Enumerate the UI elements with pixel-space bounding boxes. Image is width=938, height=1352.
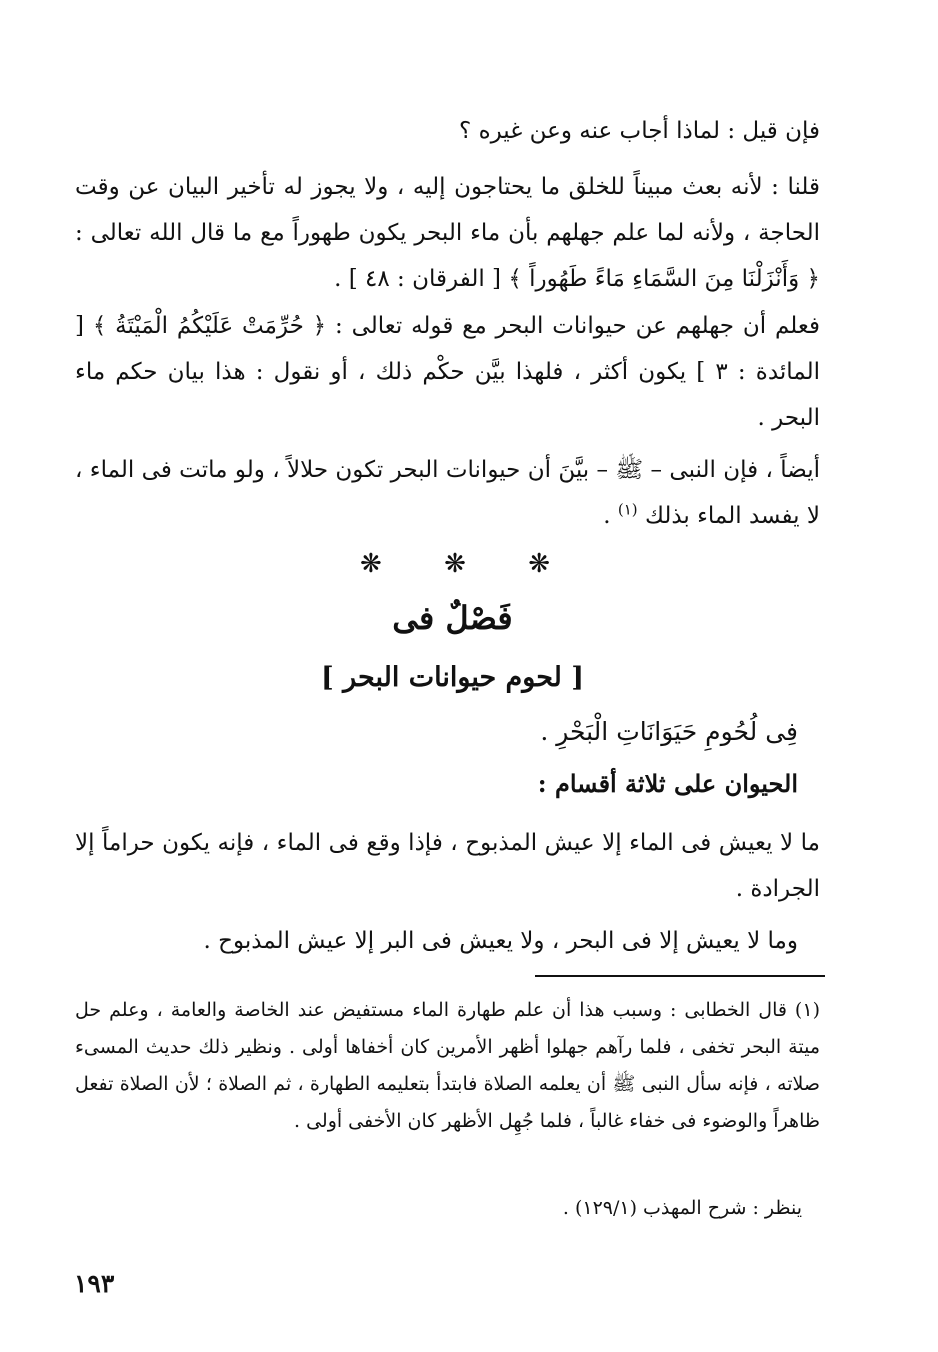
section-separator [360,548,550,580]
paragraph-category-one-text: ما لا يعيش فى الماء إلا عيش المذبوح ، فإذا وقع فى الماء ، فإنه يكون حراماً إلا الجرادة . [75,830,820,902]
separator-star-icon: ❋ [360,549,382,579]
chapter-subtitle: [ لحوم حيوانات البحر ] [320,662,585,693]
page-number: ١٩٣ [74,1269,115,1298]
separator-star-icon: ❋ [528,549,550,579]
paragraph-answer [75,164,820,302]
paragraph-animals-knowledge-text: فعلم أن جهلهم عن حيوانات البحر مع قوله تعالى : ﴿ حُرِّمَتْ عَلَيْكُمُ الْمَيْتَةُ ﴾ [ المائدة : ٣ ] يكون أكثر ، فلهذا بيَّن حكْم ذلك ، أو نقول : هذا بيان حكم ماء البحر . [75,313,820,431]
paragraph-animals-knowledge [75,303,820,441]
section-heading-animal-categories: الحيوان على ثلاثة أقسام : [537,769,798,798]
chapter-intro-line: فِى لُحُومِ حَيَوَانَاتِ الْبَحْرِ . [540,717,798,746]
paragraph-question [75,108,820,154]
footnote [75,992,820,1140]
paragraph-prophet-statement-text [75,447,820,539]
paragraph-question-text: فإن قيل : لماذا أجاب عنه وعن غيره ؟ [459,118,820,144]
chapter-title: فَصْلٌ فى [392,599,513,637]
paragraph-category-one [75,820,820,912]
paragraph-prophet-statement [75,447,820,539]
footnote-reference-marker: (١) [617,500,638,519]
footnote-reference: ينظر : شرح المهذب (١٢٩/١) . [562,1197,802,1219]
separator-star-icon: ❋ [444,549,466,579]
paragraph-answer-text: قلنا : لأنه بعث مبيناً للخلق ما يحتاجون إليه ، ولا يجوز له تأخير البيان عن وقت الحاجة ، ولأنه لما علم جهلهم بأن ماء البحر يكون طهوراً مع ما قال الله تعالى : ﴿ وَأَنْزَلْنَا مِنَ السَّمَاءِ مَاءً طَهُوراً ﴾ [ الفرقان : ٤٨ ] . [75,174,820,292]
footnote-divider [535,975,825,977]
paragraph-category-two-text: وما لا يعيش إلا فى البحر ، ولا يعيش فى البر إلا عيش المذبوح . [203,928,798,954]
paragraph-prophet-statement-body: أيضاً ، فإن النبى – ﷺ – بيَّنَ أن حيوانات البحر تكون حلالاً ، ولو ماتت فى الماء ، لا يفسد الماء بذلك [75,457,820,529]
paragraph-prophet-statement-end: . [603,503,618,529]
paragraph-category-two [78,918,798,964]
footnote-text: (١) قال الخطابى : وسبب هذا أن علم طهارة الماء مستفيض عند الخاصة والعامة ، وعلم حل ميتة البحر تخفى ، فلما رآهم جهلوا أظهر الأمرين كان أخفاها أولى . ونظير ذلك حديث المسىء صلاته ، فإنه سأل النبى ﷺ أن يعلمه الصلاة فابتدأ بتعليمه الطهارة ، ثم الصلاة ؛ لأن الصلاة تفعل ظاهراً والوضوء فى خفاء غالباً ، فلما جُهِل الأظهر كان الأخفى أولى . [75,999,820,1132]
